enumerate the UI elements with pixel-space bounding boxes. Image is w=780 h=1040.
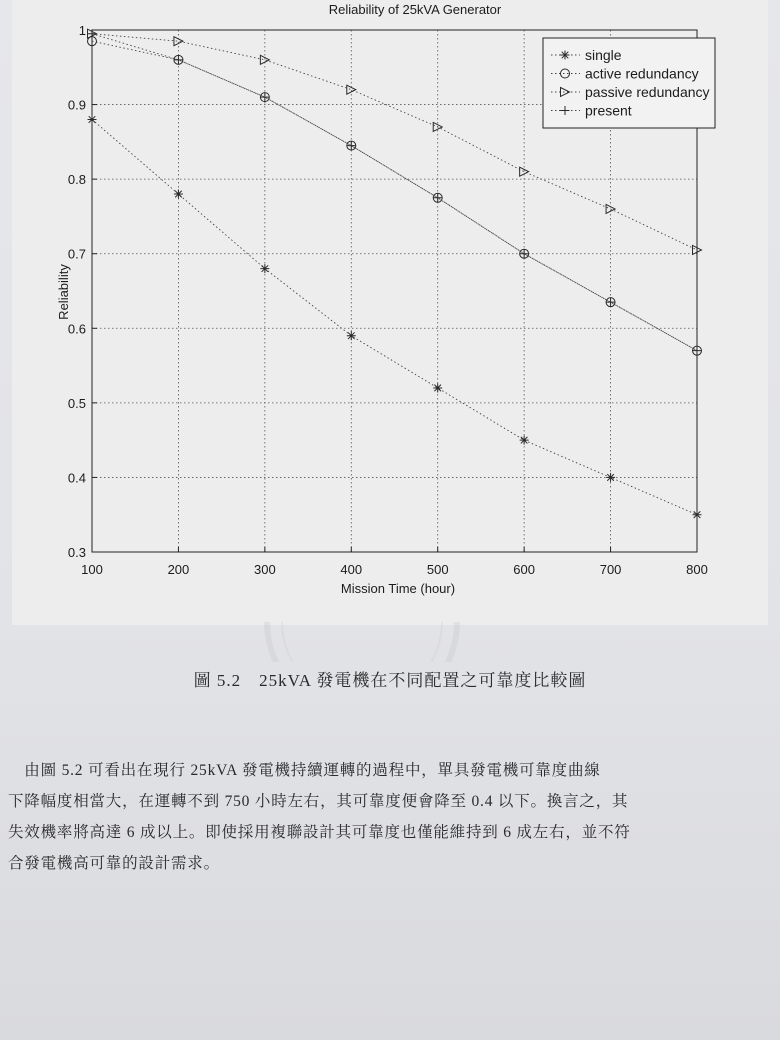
y-tick-label: 0.5	[67, 395, 86, 411]
chart-title: Reliability of 25kVA Generator	[328, 2, 502, 17]
data-point-single	[520, 436, 529, 445]
y-axis-title: Reliability	[56, 264, 71, 320]
x-tick-label: 500	[426, 562, 449, 577]
paragraph-line: 失效機率將高達 6 成以上。即使採用複聯設計其可靠度也僅能維持到 6 成左右，並不符	[8, 824, 631, 841]
data-point-single	[347, 331, 356, 340]
legend-label: active redundancy	[585, 65, 699, 82]
figure-caption: 圖 5.2 25kVA 發電機在不同配置之可靠度比較圖	[193, 671, 587, 690]
data-point-single	[606, 473, 615, 482]
x-tick-label: 800	[686, 562, 708, 577]
y-tick-label: 0.3	[67, 545, 86, 560]
data-point-single	[693, 510, 702, 519]
data-point-single	[88, 115, 97, 124]
x-tick-label: 600	[513, 562, 535, 577]
x-tick-label: 700	[599, 562, 622, 577]
y-tick-label: 0.4	[67, 470, 86, 486]
y-tick-label: 0.8	[67, 172, 86, 188]
y-tick-label: 0.6	[67, 321, 86, 337]
series-single	[88, 115, 702, 519]
x-tick-label: 100	[81, 562, 103, 577]
data-point-present	[88, 29, 97, 38]
x-tick-label: 300	[254, 562, 276, 577]
x-axis-title: Mission Time (hour)	[340, 581, 456, 596]
watermark-seal	[262, 622, 462, 662]
legend-label: present	[585, 102, 632, 119]
paragraph-line: 下降幅度相當大，在運轉不到 750 小時左右，其可靠度便會降至 0.4 以下。換言之，其	[8, 793, 629, 810]
body-paragraph	[8, 755, 698, 879]
legend-marker-single	[561, 51, 570, 60]
series-line-single	[92, 119, 697, 514]
data-point-single	[433, 383, 442, 392]
legend	[543, 38, 715, 128]
paragraph-line: 由圖 5.2 可看出在現行 25kVA 發電機持續運轉的過程中，單具發電機可靠度曲線	[8, 762, 601, 779]
y-tick-label: 0.7	[67, 246, 86, 262]
y-tick-label: 1	[78, 23, 86, 38]
data-point-single	[174, 190, 183, 199]
x-tick-label: 200	[167, 562, 190, 577]
y-tick-label: 0.9	[67, 97, 86, 113]
legend-label: passive redundancy	[585, 84, 710, 100]
data-point-single	[260, 264, 269, 273]
x-tick-label: 400	[340, 562, 363, 577]
paragraph-line: 合發電機高可靠的設計需求。	[8, 855, 220, 872]
legend-label: single	[585, 47, 622, 63]
